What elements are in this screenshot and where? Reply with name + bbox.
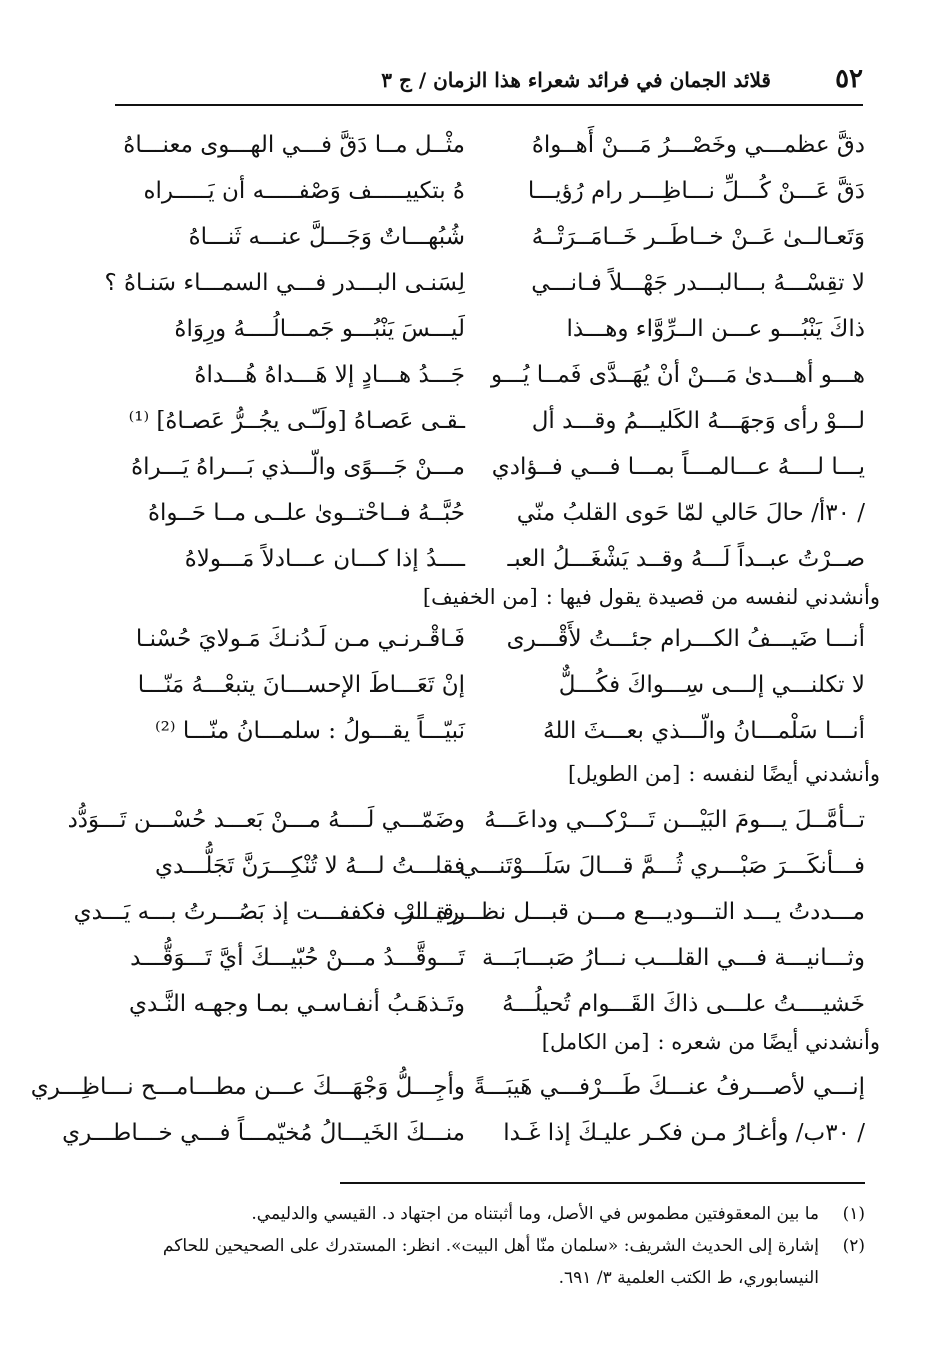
second-hemistich: وتَـذهَـبُ أنفـاسـي بمـا وجهـه النَّـدي <box>129 991 465 1017</box>
first-hemistich: خَشيــــتُ علـــى ذاكَ القَـــوام تُحيلُـــهُ <box>502 991 865 1017</box>
couplet <box>100 662 865 708</box>
poem-2 <box>100 616 865 754</box>
footnote-text: ما بين المعقوفتين مطموس في الأصل، وما أثبتناه من اجتهاد د. القيسي والدليمي. <box>251 1204 819 1224</box>
poem-intro <box>542 1030 880 1054</box>
first-hemistich: يـــا لــــهُ عـــالمـــاً بمـــا فـــي فــؤادي <box>491 454 865 480</box>
first-hemistich: هـــو أهـــدىٰ مَـــنْ أنْ يُهَــدَّى فَمــا يُـــو <box>490 362 865 388</box>
second-hemistich: نَبيّـــاً يقـــولُ : سلمـــانُ منّـــا ⁽²⁾ <box>155 718 465 744</box>
footnote <box>100 1230 865 1294</box>
first-hemistich: دَقَّ عَـــنْ كُـــلِّ نـــاظِـــر رام رُؤيـــا <box>527 178 865 204</box>
second-hemistich: هُ بتكييـــــف وَصْفـــــه أن يَـــــراه <box>143 178 465 204</box>
footnote <box>100 1198 865 1230</box>
first-hemistich: لا تقِسْـــهُ بـــالبـــدر جَهْـــلاً فـانـــي <box>531 270 865 296</box>
couplet <box>62 1110 865 1156</box>
footnotes <box>100 1198 865 1294</box>
first-hemistich: أنـــا سَلْمـــانُ والّـــذي بعـــثَ اللهُ <box>543 718 865 744</box>
meter-label: [من الخفيف] <box>422 585 538 609</box>
footnote-rule <box>340 1182 865 1184</box>
first-hemistich: وثـــانيـــة فـــي القلـــب نـــارُ صَبـــابَـــة <box>481 945 865 971</box>
second-hemistich: فَـاقْـرنـي مـن لَـدُنـكَ مَـولايَ حُسْنـا <box>135 626 465 652</box>
couplet <box>100 490 865 536</box>
first-hemistich: دقَّ عظمـــي وخَصْـــرُ مَـــنْ أَهــواهُ <box>531 132 865 158</box>
couplet <box>100 352 865 398</box>
second-hemistich: شُبُهـــاتٌ وَجَـــلَّ عنـــه ثَنـــاهُ <box>188 224 465 250</box>
meter-label: [من الكامل] <box>541 1030 650 1054</box>
second-hemistich: ـقـى عَصـاهُ [ولَـّـى يجُــرُّ عَصـاهُ] ⁽¹⁾ <box>128 408 465 434</box>
second-hemistich: ــــدُ إذا كـــان عـــادلاً مَـــولاهُ <box>184 546 465 572</box>
couplet <box>100 935 865 981</box>
couplet <box>100 260 865 306</box>
couplet <box>100 398 865 444</box>
first-hemistich: لا تكلنـــي إلـــى سِـــواكَ فكُـــلٌّ <box>558 672 865 698</box>
couplet <box>100 616 865 662</box>
page-number: ٥٢ <box>835 64 863 94</box>
second-hemistich: مثْــل مــا دَقَّ فـــي الهـــوى معنـــاهُ <box>123 132 465 158</box>
footnote-text: إشارة إلى الحديث الشريف: «سلمان منّا أهل البيت». انظر: المستدرك على الصحيحين للحاكم النيسابوري، ط الكتب العلمية ٣/ ٦٩١. <box>162 1236 819 1288</box>
couplet <box>100 306 865 352</box>
first-hemistich: تــأمَّــلَ يـــومَ البَيْـــن تَـــرْكـــي وداعَـــهُ <box>484 807 865 833</box>
couplet <box>100 536 865 582</box>
meter-label: [من الطويل] <box>567 762 681 786</box>
intro-text: وأنشدني أيضًا من شعره : <box>657 1030 880 1054</box>
first-hemistich: ذاكَ يَنْبُـــو عـــن الــرِّوَّاء وهـــذا <box>566 316 865 342</box>
running-title: قلائد الجمان في فرائد شعراء هذا الزمان / ج ٣ <box>381 68 771 92</box>
footnote-number: (٢) <box>842 1236 865 1256</box>
couplet <box>30 1064 865 1110</box>
second-hemistich: وأجِـــلُّ وَجْهَـــكَ عـــن مطـــامـــح نـــاظِـــري <box>30 1074 465 1100</box>
second-hemistich: حُبَّــهُ فــاحْتــوىٰ علــى مــا حَــواهُ <box>147 500 465 526</box>
couplet <box>100 708 865 754</box>
couplet <box>100 981 865 1027</box>
second-hemistich: رقيـــب فكففـــت إذ بَصُـــرتُ بـــه يَـــدي <box>73 899 465 925</box>
poem-1 <box>100 122 865 582</box>
first-hemistich: / ٣٠ب/ وأغـارُ مـن فكـر عليـكَ إذا غَـدا <box>503 1120 865 1146</box>
first-hemistich: لـــوْ رأى وَجهَـــهُ الكَليـــمُ وقـــد أل <box>531 408 865 434</box>
couplet <box>100 122 865 168</box>
couplet <box>100 444 865 490</box>
poem-4 <box>30 1064 865 1156</box>
second-hemistich: لَيـــسَ يَنْبُـــو جَمـــالُــــهُ ورِوَاهُ <box>174 316 465 342</box>
poem-intro <box>423 585 880 609</box>
couplet <box>67 797 865 843</box>
footnote-number: (١) <box>842 1204 865 1224</box>
first-hemistich: / ٣٠أ/ حالَ حَالي لمّا حَوى القلبُ منّي <box>516 500 865 526</box>
first-hemistich: إنـــي لأصـــرفُ عنـــكَ طَـــرْفـــي هَيبَـــةً <box>473 1074 865 1100</box>
poem-3 <box>67 797 865 1027</box>
first-hemistich: فـــأنكَـــرَ صَبْـــري ثُـــمَّ قـــالَ سَلَـــوْتَنـــي <box>459 853 865 879</box>
second-hemistich: وضَمّـــي لَــــهُ مـــنْ بَعـــد حُسْـــن تَـــوَدُّد <box>67 807 465 833</box>
page-header <box>115 62 863 100</box>
first-hemistich: مـــددتُ يـــد التـــوديـــع مـــن قبـــل نظـــرة الرْ <box>402 899 865 925</box>
poem-intro <box>568 762 880 786</box>
second-hemistich: تَـــوقَّـــدُ مـــنْ حُبّيـــكَ أيَّ تَـــوَقُّـــد <box>130 945 465 971</box>
header-rule <box>115 104 863 106</box>
second-hemistich: منـــكَ الخَيـــالُ مُخيّمـــاً فـــي خـــاطـــري <box>62 1120 465 1146</box>
second-hemistich: جَـــدُ هـــادٍ إلا هَـــداهُ هُـــداهُ <box>194 362 465 388</box>
couplet <box>73 889 865 935</box>
first-hemistich: صــرْتُ عبــداً لَـــهُ وقــد يَشْغَـــلُ العبـ <box>507 546 865 572</box>
couplet <box>100 168 865 214</box>
first-hemistich: وَتَعـالــىٰ عَــنْ خــاطَــر خَــامَــرَتْــهُ <box>531 224 865 250</box>
first-hemistich: أنـــا ضَيـــفُ الكـــرام جئـــتُ لأَقْـــرى <box>506 626 865 652</box>
intro-text: وأنشدني أيضًا لنفسه : <box>688 762 880 786</box>
intro-text: وأنشدني لنفسه من قصيدة يقول فيها : <box>545 585 880 609</box>
second-hemistich: إنْ تَعَـــاطَ الإحســـانَ يتبعْـــهُ مَنّـــا <box>137 672 465 698</box>
second-hemistich: فقلـــتُ لـــهُ لا تُنْكِـــرَنَّ تَجَلُّـــدي <box>155 853 465 879</box>
second-hemistich: مـــنْ جَـــوًى والّـــذي بَـــراهُ يَـــراهُ <box>131 454 465 480</box>
couplet <box>100 214 865 260</box>
couplet <box>100 843 865 889</box>
second-hemistich: لِسَنـى البـــدر فـــي السمـــاء سَنـاهُ ؟ <box>104 270 465 296</box>
